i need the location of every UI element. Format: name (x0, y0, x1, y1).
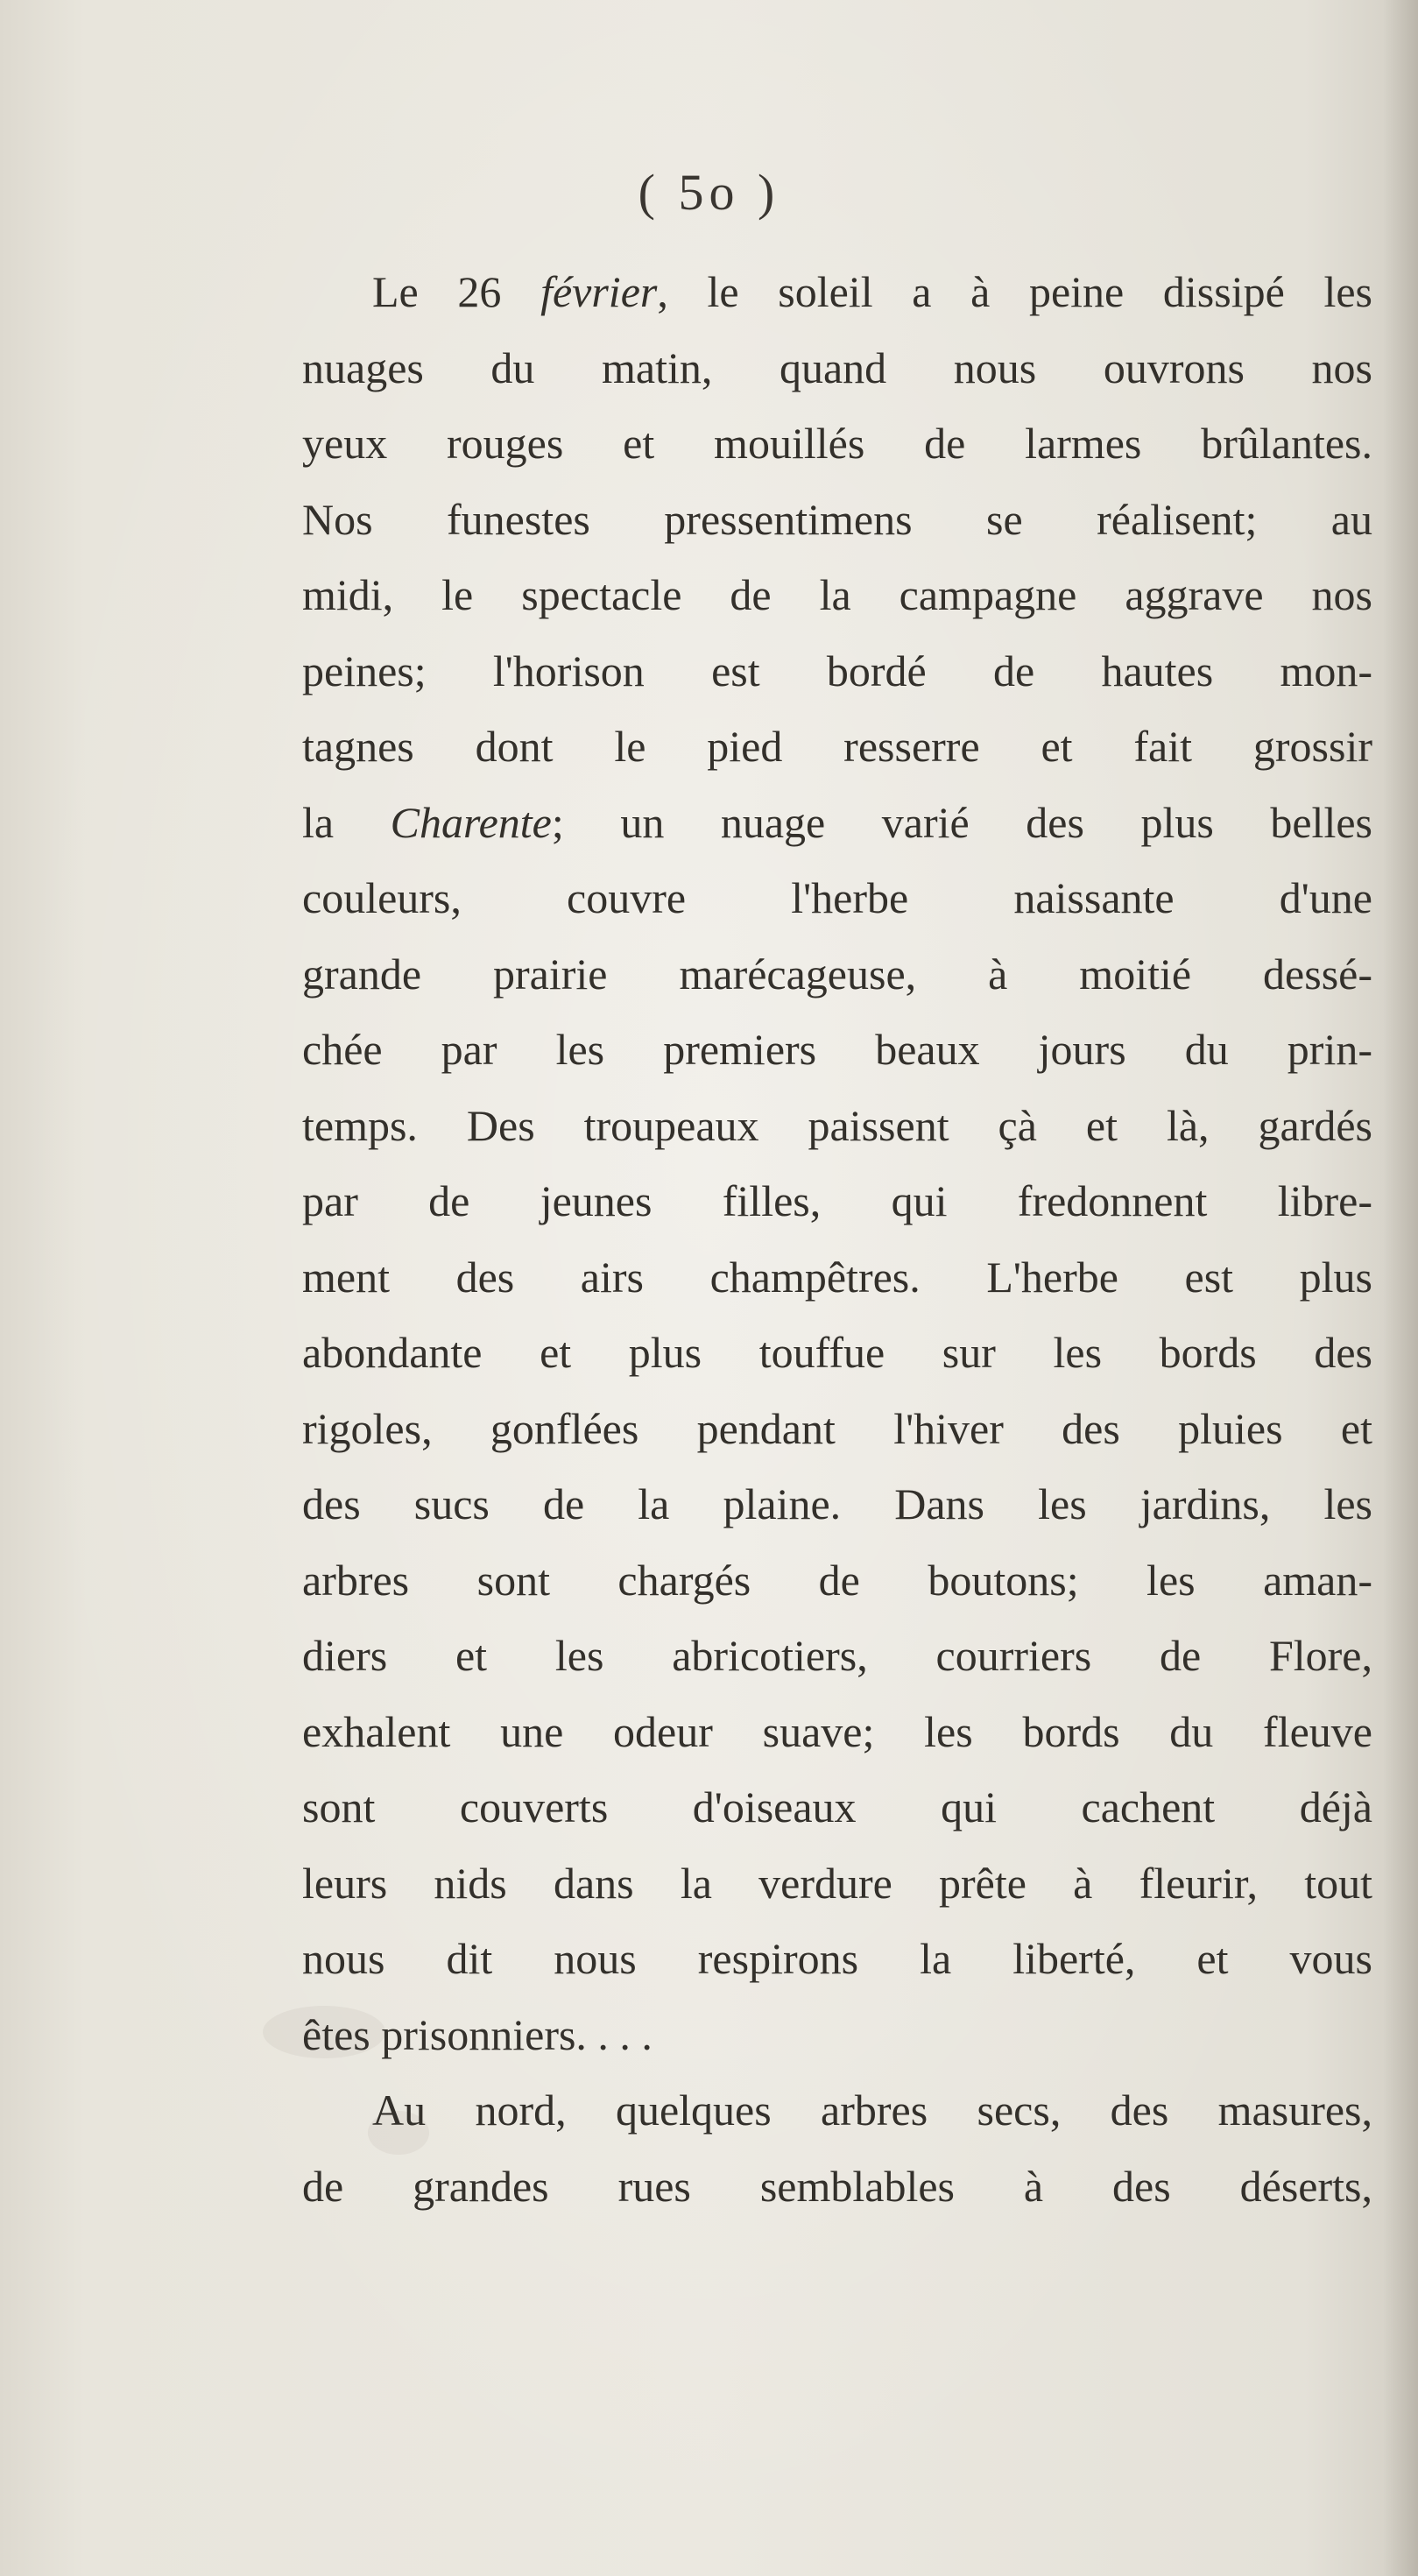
text-line: nous dit nous respirons la liberté, et vous (302, 1934, 1372, 1983)
text-line: rigoles, gonflées pendant l'hiver des pluies et (302, 1403, 1372, 1453)
page-edge-shadow (1383, 0, 1418, 2576)
text-line: de grandes rues semblables à des déserts, (302, 2161, 1372, 2211)
text-line: Nos funestes pressentimens se réalisent; au (302, 494, 1372, 544)
italic-word: février (540, 267, 658, 316)
text-line: temps. Des troupeaux paissent çà et là, gardés (302, 1100, 1372, 1150)
text-line: Le 26 février, le soleil a à peine dissipé les (372, 267, 1372, 316)
text-line: arbres sont chargés de boutons; les aman- (302, 1555, 1372, 1605)
text-line: grande prairie marécageuse, à moitié dessé- (302, 949, 1372, 999)
text-line: par de jeunes filles, qui fredonnent libre- (302, 1176, 1372, 1225)
italic-word: Charente (390, 797, 552, 847)
text-line: abondante et plus touffue sur les bords des (302, 1328, 1372, 1377)
text-line: Au nord, quelques arbres secs, des masures, (372, 2086, 1372, 2135)
text-line: midi, le spectacle de la campagne aggrave nos (302, 570, 1372, 619)
text-line: nuages du matin, quand nous ouvrons nos (302, 342, 1372, 392)
text-line: leurs nids dans la verdure prête à fleurir, tout (302, 1858, 1372, 1908)
text-line: ment des airs champêtres. L'herbe est plus (302, 1252, 1372, 1302)
text-line: sont couverts d'oiseaux qui cachent déjà (302, 1782, 1372, 1831)
text-line: exhalent une odeur suave; les bords du fleuve (302, 1706, 1372, 1756)
text-line: êtes prisonniers. . . . (302, 2009, 653, 2059)
text-line: diers et les abricotiers, courriers de Flore, (302, 1631, 1372, 1680)
text-line: peines; l'horison est bordé de hautes mon- (302, 646, 1372, 695)
text-line: yeux rouges et mouillés de larmes brûlantes. (302, 419, 1372, 468)
text-line: tagnes dont le pied resserre et fait grossir (302, 722, 1372, 771)
body-text (302, 254, 1372, 2224)
text-line: chée par les premiers beaux jours du prin- (302, 1025, 1372, 1074)
page-number: ( 5o ) (638, 164, 780, 221)
text-line: couleurs, couvre l'herbe naissante d'une (302, 873, 1372, 922)
text-line: des sucs de la plaine. Dans les jardins, les (302, 1479, 1372, 1528)
text-line: la Charente; un nuage varié des plus belles (302, 797, 1372, 847)
